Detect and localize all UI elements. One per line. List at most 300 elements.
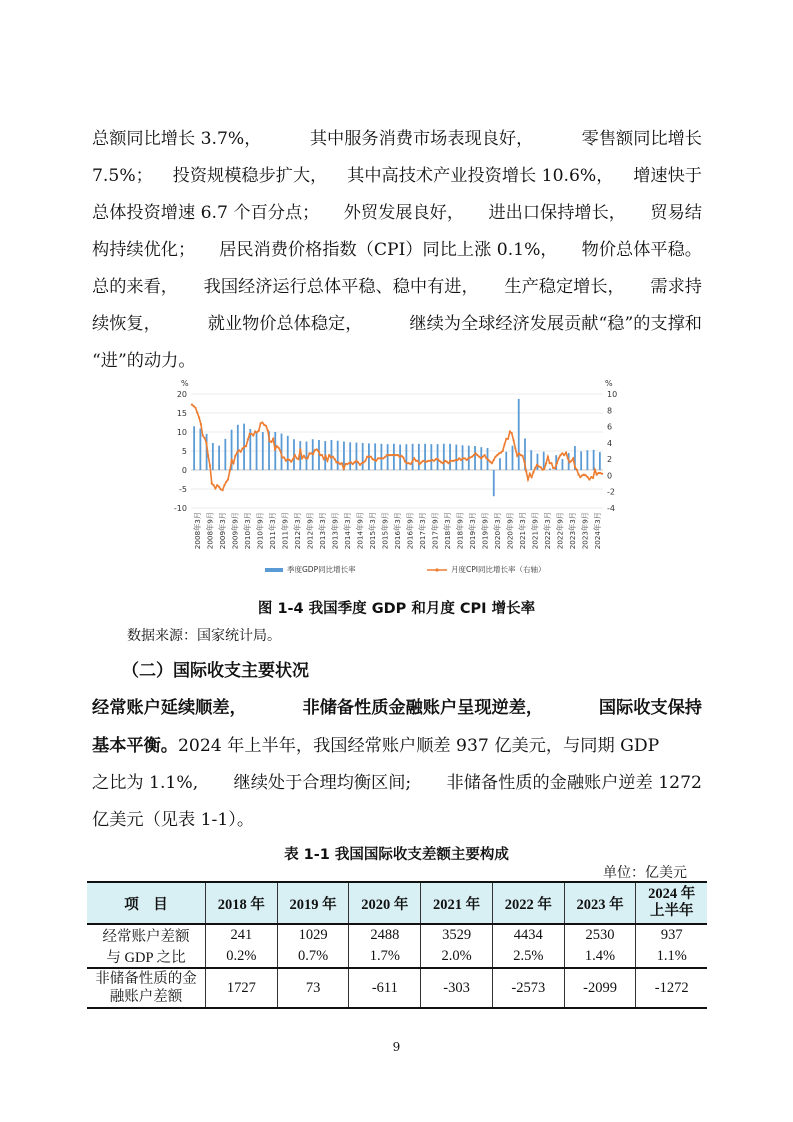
cpi-point [563,454,565,456]
row-label: 经常账户差额 [87,924,206,946]
text-line: 基本平衡。2024 年上半年，我国经常账户顺差 937 亿美元，与同期 GDP [92,736,660,756]
table-cell: 3529 [421,924,493,946]
gdp-bar [493,470,495,496]
text-line: “进”的动力。 [92,351,196,371]
x-tick-label: 2013年9月 [330,512,340,550]
text-line: 续恢复， 就业物价总体稳定， 继续为全球经济发展贡献“稳”的支撑和 [92,314,702,334]
cpi-point [438,460,440,462]
cpi-point [587,476,589,478]
right-tick-label: 10 [607,390,618,399]
gdp-bar [331,440,333,470]
cpi-point [288,459,290,461]
cpi-point [525,470,527,472]
cpi-point [514,448,516,450]
cpi-point [400,455,402,457]
cpi-point [527,478,529,480]
cpi-point [496,454,498,456]
gdp-bar [199,429,201,470]
cpi-point [478,456,480,458]
left-tick-label: 10 [176,428,187,437]
bop-table [87,881,707,1009]
cpi-point [485,457,487,459]
gdp-bar [218,446,220,470]
table-cell: 1.4% [564,946,636,968]
text-line: 经常账户延续顺差， 非储备性质金融账户呈现逆差， 国际收支保持 [92,698,702,718]
table-row [87,968,707,1008]
header-item: 项 目 [87,882,206,924]
cpi-point [578,474,580,476]
cpi-point [218,486,220,488]
cpi-point [503,443,505,445]
cpi-point [250,433,252,435]
cpi-point [283,456,285,458]
cpi-point [267,430,269,432]
cpi-point [301,457,303,459]
x-tick-label: 2011年9月 [280,511,290,550]
cpi-point [328,454,330,456]
cpi-point [207,455,209,457]
right-tick-label: 4 [607,438,613,448]
cpi-point [247,439,249,441]
gdp-bar [356,443,358,470]
gdp-bar [455,445,457,470]
cpi-point [411,461,413,463]
cpi-point [493,459,495,461]
gdp-bar [586,450,588,470]
table-title: 表 1-1 我国国际收支差额主要构成 [284,847,509,863]
cpi-point [236,452,238,454]
cpi-point [370,456,372,458]
table-cell: -611 [349,968,421,1008]
cpi-point [256,431,258,433]
cpi-point [245,445,247,447]
cpi-point [225,481,227,483]
legend-marker-cpi [435,568,438,571]
legend-swatch-gdp [265,568,283,572]
cpi-point [574,466,576,468]
table-cell: 0.7% [277,946,349,968]
gdp-bar [549,468,551,470]
cpi-point [341,462,343,464]
cpi-point [375,460,377,462]
cpi-point [191,404,193,406]
cpi-point [585,474,587,476]
x-tick-label: 2014年3月 [343,512,353,550]
cpi-point [536,464,538,466]
cpi-point [363,461,365,463]
gdp-bar [224,439,226,470]
gdp-bar [287,436,289,470]
cpi-point [334,458,336,460]
cpi-point [534,467,536,469]
cpi-point [543,468,545,470]
header-year: 2018 年 [206,882,278,924]
cpi-point [194,407,196,409]
x-tick-label: 2015年3月 [368,511,377,550]
cpi-point [272,438,274,440]
cpi-point [231,459,233,461]
cpi-point [572,457,574,459]
table-row [87,946,707,968]
cpi-point [456,459,458,461]
gdp-bar [262,432,264,470]
table-cell: 1.1% [636,946,707,968]
cpi-point [442,462,444,464]
cpi-point [193,405,195,407]
x-tick-label: 2010年9月 [255,512,265,550]
gdp-bar [474,446,476,470]
cpi-point [321,454,323,456]
x-tick-label: 2018年9月 [455,511,465,550]
cpi-point [270,441,272,443]
cpi-point [350,461,352,463]
cpi-point [419,463,421,465]
header-year: 2023 年 [564,882,636,924]
table-cell: 1.7% [349,946,421,968]
cpi-point [531,476,533,478]
cpi-point [307,457,309,459]
left-tick-label: 20 [176,390,187,399]
page-number: 9 [392,1040,401,1054]
cpi-point [516,455,518,457]
gdp-bar [593,450,595,470]
table-cell: 2530 [564,924,636,946]
cpi-point [513,439,515,441]
cpi-point [276,445,278,447]
cpi-point [446,461,448,463]
x-tick-label: 2018年3月 [442,511,452,550]
gdp-bar [337,441,339,470]
cpi-point [278,447,280,449]
cpi-point [487,459,489,461]
cpi-point [216,484,218,486]
x-tick-label: 2014年9月 [355,511,365,550]
cpi-point [502,450,504,452]
cpi-point [326,460,328,462]
cpi-point [466,459,468,461]
x-tick-label: 2021年3月 [517,511,527,550]
cpi-point [330,456,332,458]
cpi-point [223,484,225,486]
cpi-point [569,461,571,463]
gdp-bar [387,444,389,470]
cpi-point [254,430,256,432]
cpi-point [494,456,496,458]
text-line: 之比为 1.1%, 继续处于合理均衡区间; 非储备性质的金融账户逆差 1272 [92,773,702,793]
right-unit: % [605,379,613,388]
cpi-point [364,460,366,462]
table-cell: 2.5% [492,946,564,968]
table-cell: -1272 [636,968,707,1008]
gdp-bar [443,444,445,470]
text-line: 总的来看， 我国经济运行总体平稳、稳中有进， 生产稳定增长， 需求持 [92,277,702,297]
x-tick-label: 2010年3月 [243,512,253,550]
cpi-point [205,442,207,444]
cpi-point [317,450,319,452]
cpi-point [279,450,281,452]
cpi-point [303,455,305,457]
cpi-point [292,458,294,460]
cpi-point [437,458,439,460]
cpi-point [258,430,260,432]
x-tick-label: 2016年3月 [393,512,402,550]
text-line: 总额同比增长 3.7%， 其中服务消费市场表现良好， 零售额同比增长 [92,129,702,149]
cpi-point [522,455,524,457]
cpi-point [545,462,547,464]
header-year: 2020 年 [349,882,421,924]
cpi-point [241,448,243,450]
cpi-point [299,448,301,450]
cpi-point [529,473,531,475]
cpi-point [460,459,462,461]
gdp-bar [374,443,376,470]
cpi-point [222,489,224,491]
gdp-bar [518,399,520,470]
cpi-point [229,469,231,471]
cpi-point [558,457,560,459]
cpi-point [491,462,493,464]
x-tick-label: 2024年3月 [592,512,602,550]
cpi-point [471,456,473,458]
cpi-point [475,452,477,454]
gdp-bar [599,452,601,470]
cpi-point [596,474,598,476]
cpi-point [433,460,435,462]
cpi-point [355,460,357,462]
x-tick-label: 2021年9月 [530,511,540,550]
table-cell: -2573 [492,968,564,1008]
table-cell: 73 [277,968,349,1008]
gdp-bar [424,444,426,470]
cpi-point [413,457,415,459]
cpi-point [196,412,198,414]
cpi-point [343,468,345,470]
cpi-point [384,456,386,458]
cpi-point [198,417,200,419]
cpi-point [511,432,513,434]
cpi-point [570,460,572,462]
gdp-bar [418,444,420,470]
cpi-point [227,478,229,480]
left-tick-label: 0 [181,466,187,475]
gdp-bar [505,452,507,470]
right-tick-label: 8 [607,406,613,416]
gdp-bar [580,451,582,470]
cpi-point [357,461,359,463]
cpi-point [332,456,334,458]
gdp-bar [306,442,308,471]
cpi-point [209,465,211,467]
cpi-point [240,451,242,453]
cpi-point [523,461,525,463]
row-label: 与 GDP 之比 [87,946,206,968]
x-tick-label: 2023年3月 [567,512,577,550]
cpi-point [353,461,355,463]
table-cell: 2.0% [421,946,493,968]
x-tick-label: 2008年9月 [205,511,215,550]
cpi-point [592,477,594,479]
cpi-point [402,456,404,458]
x-tick-label: 2020年3月 [492,512,502,550]
text-line: 总体投资增速 6.7 个百分点； 外贸发展良好， 进出口保持增长， 贸易结 [92,203,702,223]
table-cell: 1029 [277,924,349,946]
cpi-point [337,461,339,463]
gdp-bar [256,432,258,470]
cpi-point [397,454,399,456]
cpi-point [200,423,202,425]
gdp-bar [562,459,564,470]
cpi-point [601,473,603,475]
cpi-point [252,434,254,436]
x-tick-label: 2009年9月 [230,512,240,550]
cpi-point [410,463,412,465]
table-unit: 单位：亿美元 [603,865,687,881]
gdp-bar [530,450,532,470]
table-cell: 241 [206,924,278,946]
right-tick-label: 6 [607,422,613,432]
cpi-point [316,448,318,450]
text-line: 亿美元（见表 1-1）。 [92,810,255,830]
left-unit: % [181,379,189,388]
gdp-bar [437,444,439,470]
table-cell: 937 [636,924,707,946]
x-tick-label: 2019年3月 [467,511,477,550]
cpi-point [352,463,354,465]
cpi-point [285,460,287,462]
cpi-point [408,462,410,464]
gdp-bar [349,442,351,470]
table-cell: 1727 [206,968,278,1008]
header-2024h1: 2024 年 上半年 [636,882,707,924]
cpi-point [232,462,234,464]
gdp-bar [412,444,414,470]
table-cell: 0.2% [206,946,278,968]
x-tick-label: 2019年9月 [480,512,490,550]
cpi-point [547,456,549,458]
table-cell: -303 [421,968,493,1008]
cpi-point [274,448,276,450]
table-cell: 4434 [492,924,564,946]
x-tick-label: 2017年3月 [418,512,427,550]
header-year: 2021 年 [421,882,493,924]
gdp-bar [499,458,501,470]
left-tick-label: 5 [181,447,187,456]
left-tick-label: 15 [176,409,187,418]
cpi-point [382,457,384,459]
x-tick-label: 2013年3月 [318,512,328,550]
cpi-point [238,449,240,451]
gdp-bar [212,443,214,470]
table-cell: 2488 [349,924,421,946]
row-label: 非储备性质的金 融账户差额 [87,968,206,1008]
cpi-point [550,462,552,464]
gdp-bar [449,444,451,470]
cpi-point [325,455,327,457]
gdp-bar [380,444,382,470]
x-tick-label: 2020年9月 [505,512,515,550]
right-tick-label: -4 [607,504,615,513]
cpi-point [204,437,206,439]
cpi-point [588,478,590,480]
cpi-point [509,430,511,432]
gdp-bar [193,426,195,470]
legend-label-gdp: 季度GDP同比增长率 [287,565,356,574]
x-tick-label: 2015年9月 [380,511,390,550]
cpi-point [556,462,558,464]
x-tick-label: 2012年9月 [305,511,315,550]
cpi-point [234,455,236,457]
cpi-point [404,461,406,463]
text-line: 构持续优化； 居民消费价格指数（CPI）同比上涨 0.1%， 物价总体平稳。 [92,240,702,260]
header-year: 2022 年 [492,882,564,924]
cpi-point [297,458,299,460]
cpi-point [312,453,314,455]
cpi-point [500,452,502,454]
cpi-point [476,454,478,456]
cpi-point [561,452,563,454]
x-tick-label: 2022年3月 [542,511,552,550]
x-tick-label: 2011年3月 [268,512,278,550]
cpi-point [464,457,466,459]
x-tick-label: 2022年9月 [555,511,565,550]
cpi-point [420,461,422,463]
table-row [87,924,707,946]
figure-source: 数据来源：国家统计局。 [127,628,281,644]
cpi-point [265,425,267,427]
text-line: 7.5%； 投资规模稳步扩大， 其中高技术产业投资增长 10.6%， 增速快于 [92,166,702,186]
cpi-point [214,487,216,489]
cpi-point [473,454,475,456]
cpi-point [294,454,296,456]
left-tick-label: -10 [173,504,187,513]
cpi-point [565,452,567,454]
right-tick-label: 2 [607,455,613,465]
cpi-point [567,457,569,459]
gdp-bar [237,425,239,470]
cpi-point [579,476,581,478]
gdp-bar [512,446,514,470]
right-tick-label: -2 [607,487,615,497]
x-tick-label: 2016年9月 [405,512,415,550]
cpi-point [359,464,361,466]
cpi-point [458,457,460,459]
cpi-point [576,469,578,471]
x-tick-label: 2012年3月 [293,511,303,550]
x-tick-label: 2023年9月 [580,512,590,550]
cpi-line [192,405,602,491]
cpi-point [417,460,419,462]
cpi-point [507,438,509,440]
cpi-point [518,452,520,454]
gdp-bar [537,454,539,470]
cpi-point [290,461,292,463]
legend-label-cpi: 月度CPI同比增长率（右轴） [451,565,546,574]
cpi-point [261,421,263,423]
x-tick-label: 2009年3月 [218,511,228,550]
table-header-row [87,882,707,924]
gdp-bar [405,444,407,470]
header-year: 2019 年 [277,882,349,924]
gdp-bar [430,444,432,470]
cpi-point [202,434,204,436]
cpi-point [323,458,325,460]
gdp-cpi-chart [165,372,627,584]
gdp-bar [362,443,364,470]
cpi-point [305,457,307,459]
cpi-point [484,454,486,456]
cpi-point [482,456,484,458]
x-tick-label: 2017年9月 [430,512,440,550]
